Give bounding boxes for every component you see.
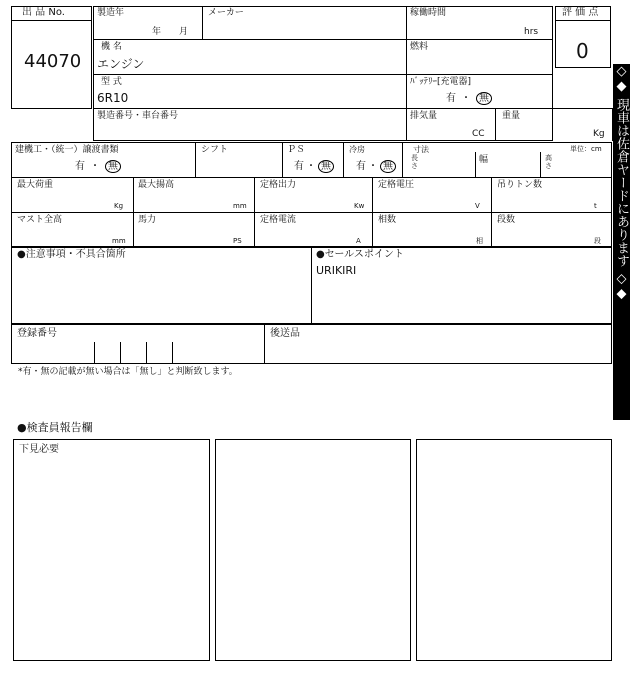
type-label: 型 式 (101, 77, 122, 87)
rated-voltage-unit: V (475, 202, 480, 210)
rated-current-label: 定格電流 (260, 215, 297, 225)
crane-ton-unit: t (594, 202, 597, 210)
displacement-unit: CC (472, 129, 485, 139)
manufacture-year-month: 年 月 (152, 27, 189, 37)
ps-no-circled: 無 (318, 160, 334, 173)
fuel-label: 燃料 (410, 42, 429, 52)
rated-output-label: 定格出力 (260, 180, 297, 190)
mast-height-unit: mm (112, 237, 126, 245)
battery-label: ﾊﾞｯﾃﾘｰ[充電器] (410, 77, 472, 87)
registration-box (11, 324, 612, 364)
model-name-label: 機 名 (101, 42, 122, 52)
registration-number-label: 登録番号 (17, 328, 57, 339)
location-sidebar-text: ◇◆ 現車は佐倉ヤードにあります ◇◆ (614, 64, 629, 302)
inspector-box-1-text: 下見必要 (19, 444, 59, 455)
accessory-label: 後送品 (270, 328, 300, 339)
inspector-box-3 (416, 439, 612, 661)
battery-yes: 有 (446, 93, 456, 104)
phase-label: 相数 (378, 215, 397, 225)
dimensions-unit: 単位：cm (570, 145, 602, 153)
dimensions-label: 寸法 (413, 145, 429, 154)
weight-label: 重量 (502, 111, 521, 121)
rated-current-unit: A (356, 237, 361, 245)
weight-unit: Kg (593, 129, 605, 139)
height-label-2: さ (545, 162, 552, 170)
lot-number-label: 出 品 No. (22, 7, 65, 18)
mast-height-label: マスト全高 (17, 215, 63, 225)
stage-label: 段数 (497, 215, 516, 225)
serial-number-label: 製造番号・車台番号 (97, 111, 179, 121)
ps-yes: 有 (294, 161, 304, 172)
max-lift-unit: mm (233, 202, 247, 210)
model-name-value: エンジン (97, 57, 145, 71)
inspector-box-1 (13, 439, 210, 661)
manufacture-year-label: 製造年 (97, 8, 125, 18)
rated-voltage-label: 定格電圧 (378, 180, 415, 190)
type-value: 6R10 (97, 91, 129, 105)
length-label-2: さ (411, 162, 418, 170)
rating-label: 評 価 点 (562, 7, 599, 18)
max-load-label: 最大荷重 (17, 180, 54, 190)
stage-unit: 段 (594, 237, 601, 245)
rated-output-unit: Kw (354, 202, 365, 210)
ps-label: ＰＳ (287, 145, 306, 155)
cert-no-circled: 無 (105, 160, 121, 173)
cooler-option: 有 ・ 無 (356, 160, 396, 173)
rating-value: 0 (576, 39, 589, 63)
height-label-1: 高 (545, 154, 552, 162)
displacement-label: 排気量 (410, 111, 438, 121)
inspector-report-title: ●検査員報告欄 (17, 421, 93, 434)
cert-yes: 有 (75, 161, 85, 172)
cert-option: 有 ・ 無 (75, 160, 121, 173)
max-load-unit: Kg (114, 202, 124, 210)
cert-label: 建機工・（統一）譲渡書類 (15, 145, 119, 155)
spec-grid (11, 142, 612, 247)
phase-unit: 相 (476, 237, 483, 245)
operating-hours-label: 稼働時間 (410, 8, 447, 18)
crane-ton-label: 吊りトン数 (497, 180, 543, 190)
battery-option: 有 ・ 無 (446, 92, 492, 105)
footnote: *有・無の記載が無い場合は「無し」と判断致します。 (18, 367, 238, 377)
ps-option: 有 ・ 無 (294, 160, 334, 173)
lot-number-value: 44070 (24, 51, 82, 72)
maker-label: メーカー (208, 8, 244, 18)
location-sidebar (613, 64, 630, 420)
cooler-label: 冷房 (349, 145, 365, 154)
horsepower-label: 馬力 (138, 215, 157, 225)
sales-point-label: ●セールスポイント (316, 249, 404, 260)
horsepower-unit: PS (233, 237, 242, 245)
operating-hours-unit: hrs (524, 27, 539, 37)
battery-no-circled: 無 (476, 92, 492, 105)
length-label-1: 長 (411, 154, 418, 162)
sales-point-value: URIKIRI (316, 264, 357, 277)
max-lift-label: 最大揚高 (138, 180, 175, 190)
width-label: 幅 (479, 155, 489, 165)
caution-label: ●注意事項・不具合箇所 (17, 249, 126, 260)
cooler-no-circled: 無 (380, 160, 396, 173)
cooler-yes: 有 (356, 161, 366, 172)
inspector-box-2 (215, 439, 411, 661)
shift-label: シフト (201, 145, 229, 155)
